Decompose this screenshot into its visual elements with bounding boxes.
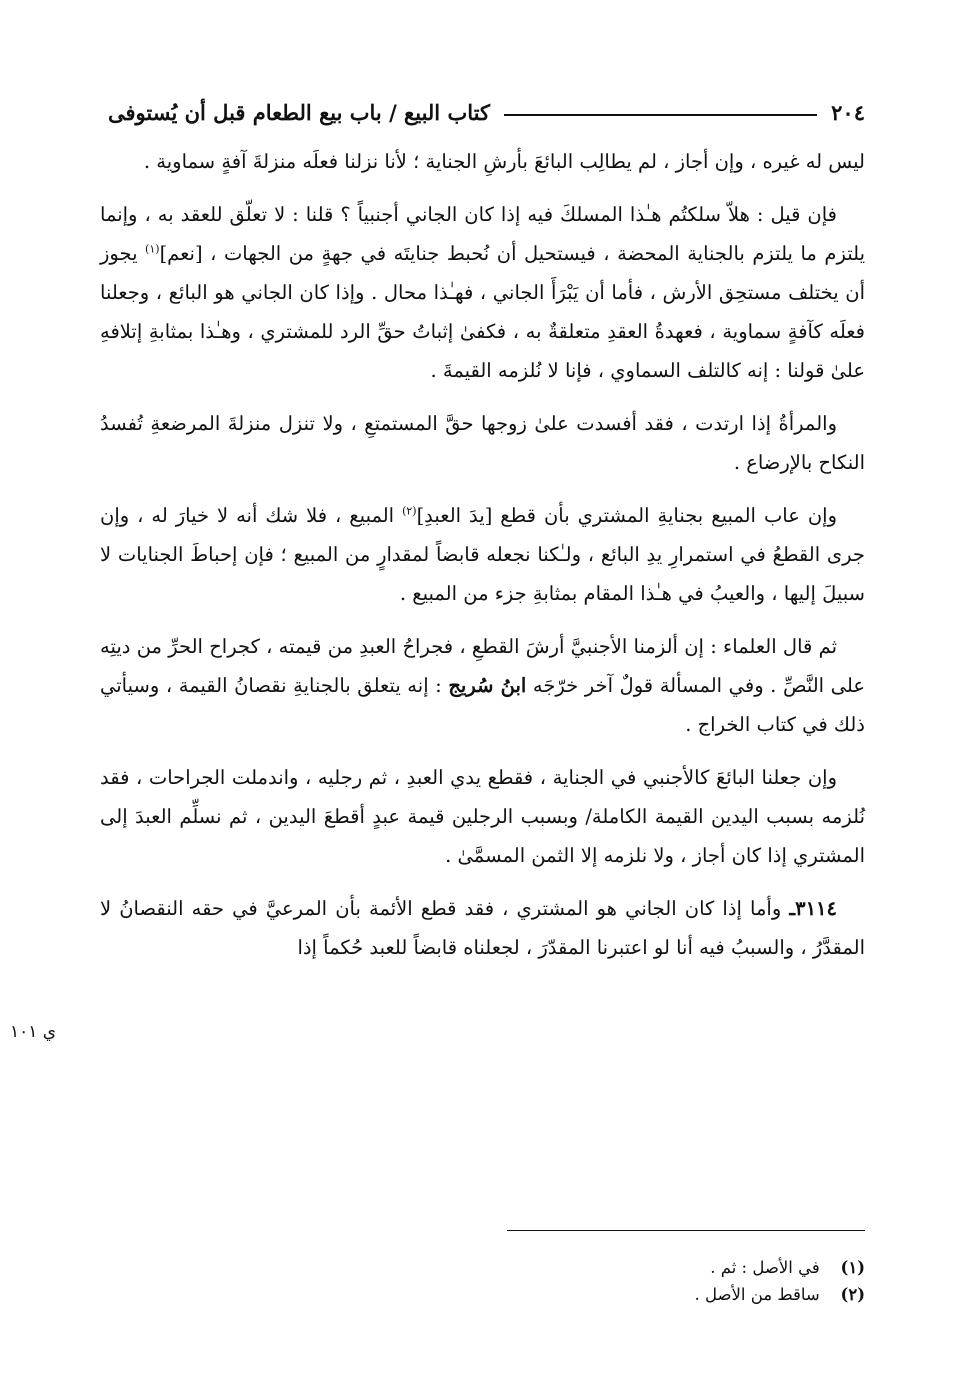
paragraph-7-text: وأما إذا كان الجاني هو المشتري ، فقد قطع الأئمة بأن المرعيَّ في حقه النقصانُ لا المقدَّرُ ، والسببُ فيه أنا لو اعتبرنا المقدّرَ ، لجعلناه قابضاً للعبد حُكماً إذا (100, 897, 865, 959)
margin-reference: ي ١٠١ (10, 1022, 57, 1042)
footnote-2 (365, 1281, 865, 1308)
running-title: كتاب البيع / باب بيع الطعام قبل أن يُستوفى (108, 99, 490, 125)
header-rule (504, 114, 817, 116)
paragraph-6 (100, 758, 865, 875)
paragraph-1 (100, 142, 865, 181)
paragraph-7 (100, 889, 865, 967)
paragraph-5 (100, 627, 865, 744)
paragraph-2-text-a: فإن قيل : هلاّ سلكتُم هـٰذا المسلكَ فيه إذا كان الجاني أجنبياً ؟ قلنا : لا تعلّق للعقد به ، وإنما يلتزم ما يلتزم بالجناية المحضة ، فيستحيل أن نُحبط جنايتَه في جهةٍ من الجهات ، [نعم] (100, 203, 865, 265)
paragraph-5-text-a: ثم قال العلماء : إن ألزمنا الأجنبيَّ أرشَ القطعِ ، فجراحُ العبدِ من قيمته ، كجراح الحرِّ من ديتِه على النَّصِّ . وفي المسألة قولٌ آخر خرّجَه (100, 635, 865, 697)
paragraph-6-text: وإن جعلنا البائعَ كالأجنبي في الجناية ، فقطع يدي العبدِ ، ثم رجليه ، واندملت الجراحات ، فقد نُلزمه بسبب اليدين القيمة الكاملة/ وبسبب الرجلين قيمة عبدٍ أقطعَ اليدين ، ثم نسلِّم العبدَ إلى المشتري إذا كان أجاز ، ولا نلزمه إلا الثمن المسمَّىٰ . (100, 766, 865, 867)
footnotes (365, 1254, 865, 1308)
footnote-ref-1: (١) (145, 242, 160, 256)
footnote-1-text: في الأصل : ثم . (710, 1258, 820, 1277)
footnote-2-number: (٢) (840, 1285, 865, 1304)
scholar-name: ابنُ سُريج (448, 674, 527, 697)
footnote-rule (507, 1230, 865, 1231)
paragraph-2 (100, 195, 865, 390)
paragraph-1-text: ليس له غيره ، وإن أجاز ، لم يطالِب البائعَ بأرشِ الجناية ؛ لأنا نزلنا فعلَه منزلةَ آفةٍ سماوية . (143, 150, 865, 173)
body-text (100, 142, 865, 981)
paragraph-4-text-a: وإن عاب المبيع بجنايةِ المشتري بأن قطع [يدَ العبدِ] (416, 504, 838, 527)
footnote-1-number: (١) (840, 1258, 865, 1277)
footnote-ref-2: (٢) (402, 504, 417, 518)
paragraph-4-text-b: المبيع ، فلا شك أنه لا خيارَ له ، وإن جرى القطعُ في استمرارِ يدِ البائع ، ولـٰكنا نجعله قابضاً لمقدارٍ من المبيع ؛ فإن إحباطَ الجنايات لا سبيلَ إليها ، والعيبُ في هـٰذا المقام بمثابةِ جزء من المبيع . (100, 504, 865, 605)
footnote-2-text: ساقط من الأصل . (694, 1285, 820, 1304)
paragraph-3-text: والمرأةُ إذا ارتدت ، فقد أفسدت علىٰ زوجها حقَّ المستمتعِ ، ولا تنزل منزلةَ المرضعةِ تُفسدُ النكاح بالإرضاع . (100, 412, 865, 474)
paragraph-2-text-b: يجوز أن يختلف مستحِق الأرش ، فأما أن يَبْرَأَ الجاني ، فهـٰذا محال . وإذا كان الجاني هو البائع ، وجعلنا فعلَه كآفةٍ سماوية ، فعهدةُ العقدِ متعلقةٌ به ، فكفىٰ إثباتُ حقِّ الرد للمشتري ، وهـٰذا بمثابةِ إتلافهِ علىٰ قولنا : إنه كالتلف السماوي ، فإنا لا نُلزمه القيمةَ . (100, 242, 865, 382)
issue-number: ٣١١٤ـ (789, 897, 837, 920)
page-number: ٢٠٤ (831, 99, 865, 125)
paragraph-4 (100, 496, 865, 613)
paragraph-3 (100, 404, 865, 482)
footnote-1 (365, 1254, 865, 1281)
paragraph-5-text-b: : إنه يتعلق بالجنايةِ نقصانُ القيمة ، وسيأتي ذلك في كتاب الخراج . (100, 674, 865, 736)
running-header (108, 92, 865, 132)
